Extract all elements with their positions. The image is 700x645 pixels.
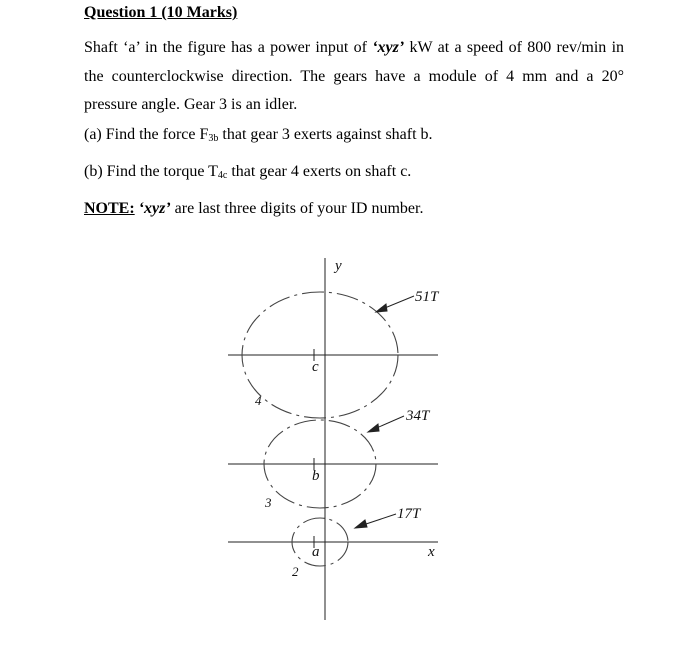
- part-a-subscript: 3b: [208, 133, 219, 144]
- gear-train-figure: [210, 250, 460, 620]
- part-b: [84, 163, 411, 181]
- part-a: [84, 126, 433, 144]
- gear-4-number: 4: [255, 393, 262, 408]
- intro-text-2: kW at a speed of 800 rev/min in the counterclockwise direction. The gears have a module of 4 mm and a 20° pressure angle. Gear 3 is an idler.: [84, 39, 625, 113]
- shaft-c-label: c: [312, 359, 319, 375]
- part-b-subscript: 4c: [217, 170, 228, 181]
- gear-2-teeth-label: 17T: [397, 506, 421, 522]
- shaft-b-label: b: [312, 468, 320, 484]
- x-axis-label: x: [428, 544, 435, 560]
- part-a-text: that gear 3 exerts against shaft b.: [222, 126, 433, 143]
- y-axis-label: y: [335, 258, 342, 274]
- question-title: Question 1 (10 Marks): [84, 4, 238, 21]
- note-line: [84, 200, 423, 218]
- gear-4-teeth-label: 51T: [415, 289, 439, 305]
- shaft-label: Shaft ‘a’: [84, 39, 140, 56]
- power-variable: ‘xyz’: [372, 39, 405, 56]
- gear-3-teeth-label: 34T: [406, 408, 430, 424]
- gear-3-number: 3: [265, 495, 272, 510]
- problem-statement: [84, 34, 624, 120]
- part-a-prefix: (a) Find the force F: [84, 126, 209, 143]
- note-variable: ‘xyz’: [138, 200, 171, 217]
- intro-text-1: in the figure has a power input of: [144, 39, 367, 56]
- note-label: NOTE:: [84, 200, 135, 217]
- part-b-text: that gear 4 exerts on shaft c.: [231, 163, 412, 180]
- part-b-prefix: (b) Find the torque T: [84, 163, 218, 180]
- gear-2-number: 2: [292, 564, 299, 579]
- note-text: are last three digits of your ID number.: [174, 200, 424, 217]
- shaft-a-label: a: [312, 544, 320, 560]
